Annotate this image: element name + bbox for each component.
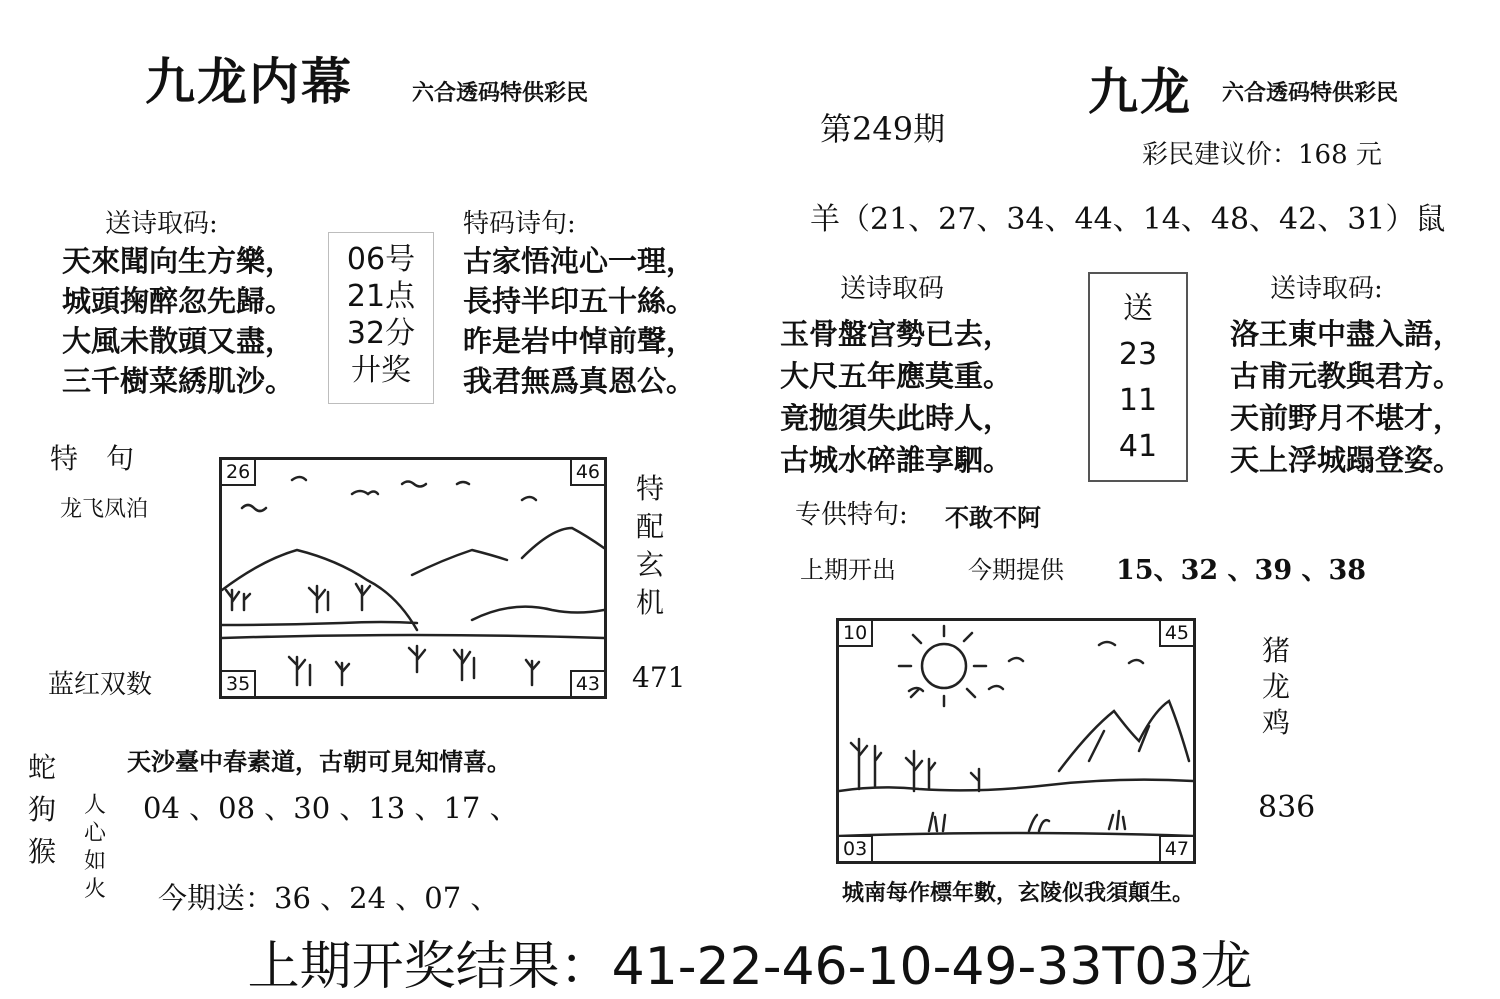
corner-number: 45 (1159, 621, 1193, 647)
right-title: 九龙 (1088, 62, 1192, 121)
poem-line: 大尺五年應莫重。 (780, 359, 1013, 393)
teju-text: 龙飞凤泊 (60, 497, 149, 522)
provide-numbers: 15、32 、39 、38 (1116, 555, 1367, 586)
box-line: 06号 (346, 242, 416, 277)
box-line: 21点 (346, 279, 416, 314)
right-poem-header-left: 送诗取码 (840, 274, 945, 304)
left-poem (62, 241, 294, 401)
poem-line: 昨是岩中悼前聲， (463, 324, 696, 358)
side-char: 龙 (1262, 670, 1291, 703)
left-poem-header: 送诗取码: (105, 209, 218, 239)
left-landscape-picture (219, 457, 607, 699)
colors-text: 蓝红双数 (48, 670, 153, 700)
left-subtitle: 六合透码特供彩民 (412, 80, 589, 106)
side-char: 机 (636, 586, 665, 619)
saying-char: 如 (84, 849, 107, 874)
corner-number: 35 (222, 670, 256, 696)
side-char: 配 (636, 510, 665, 543)
left-side-number: 471 (632, 661, 686, 694)
poem-line: 我君無爲真恩公。 (463, 364, 696, 398)
corner-number: 46 (570, 460, 604, 486)
issue-number: 第249期 (820, 110, 946, 148)
corner-number: 03 (839, 835, 873, 861)
zodiac-char: 蛇 (28, 751, 57, 784)
poem-line: 三千樹菜綉肌沙。 (62, 364, 295, 398)
right-caption: 城南每作標年數，玄陵似我須顛生。 (842, 880, 1195, 906)
box-line: 32分 (346, 316, 416, 351)
saying-char: 人 (84, 793, 107, 818)
box-line: 送 (1123, 291, 1153, 326)
left-number-box (328, 232, 434, 404)
zodiac-vertical (28, 747, 56, 873)
right-poem-right (1230, 313, 1462, 481)
special-text: 不敢不阿 (945, 503, 1041, 532)
left-numbers-line: 04 、08 、30 、13 、17 、 (143, 791, 519, 825)
saying-char: 火 (84, 877, 107, 902)
box-line: 23 (1118, 337, 1158, 372)
zodiac-char: 猴 (28, 835, 57, 868)
left-send-line: 今期送：36 、24 、07 、 (158, 881, 500, 915)
side-char: 鸡 (1262, 706, 1291, 739)
right-number-box (1088, 272, 1188, 482)
last-label: 上期开出 (800, 556, 896, 584)
landscape-drawing (222, 460, 604, 696)
last-draw-result: 上期开奖结果：41-22-46-10-49-33T03龙 (247, 937, 1253, 997)
right-poem-left (780, 313, 1012, 481)
poem-line: 竟抛須失此時人， (780, 401, 1013, 435)
box-line: 11 (1118, 383, 1158, 418)
price-text: 彩民建议价：168 元 (1142, 140, 1382, 170)
corner-number: 26 (222, 460, 256, 486)
right-landscape-picture (836, 618, 1196, 864)
corner-number: 43 (570, 670, 604, 696)
zodiac-char: 狗 (28, 793, 57, 826)
left-tema-poem (463, 241, 695, 401)
poem-line: 天上浮城蹋登姿。 (1230, 443, 1463, 477)
side-char: 特 (636, 472, 665, 505)
box-line: 41 (1118, 429, 1158, 464)
saying-vertical (84, 792, 106, 904)
left-title: 九龙内幕 (145, 52, 353, 111)
left-side-vertical (636, 470, 664, 622)
landscape-drawing (839, 621, 1193, 861)
right-side-number: 836 (1258, 790, 1316, 825)
poem-line: 城頭掬醉忽先歸。 (62, 284, 295, 318)
poem-line: 古家悟沌心一理， (463, 244, 696, 278)
left-tema-header: 特码诗句: (463, 209, 576, 239)
poem-line: 天來聞向生方樂， (62, 244, 295, 278)
poem-line: 玉骨盤宫勢已去， (780, 317, 1013, 351)
corner-number: 47 (1159, 835, 1193, 861)
poem-line: 長持半印五十絲。 (463, 284, 696, 318)
zodiac-numbers-line: 羊（21、27、34、44、14、48、42、31）鼠 (810, 202, 1446, 237)
special-label: 专供特句: (795, 500, 908, 530)
left-bottom-poem: 天沙臺中春素道，古朝可見知情喜。 (127, 747, 511, 776)
teju-label: 特 句 (50, 442, 135, 475)
provide-label: 今期提供 (968, 556, 1064, 584)
side-char: 玄 (636, 548, 665, 581)
poem-line: 大風未散頭又盡， (62, 324, 295, 358)
box-line: 廾奖 (351, 353, 411, 388)
poem-line: 洛王東中盡入語， (1230, 317, 1463, 351)
right-side-vertical (1262, 633, 1290, 741)
poem-line: 古城水碎誰享駟。 (780, 443, 1013, 477)
right-subtitle: 六合透码特供彩民 (1222, 80, 1399, 106)
right-poem-header-right: 送诗取码: (1270, 274, 1383, 304)
poem-line: 古甫元教與君方。 (1230, 359, 1463, 393)
corner-number: 10 (839, 621, 873, 647)
poem-line: 天前野月不堪才， (1230, 401, 1463, 435)
saying-char: 心 (84, 821, 107, 846)
side-char: 猪 (1262, 634, 1291, 667)
